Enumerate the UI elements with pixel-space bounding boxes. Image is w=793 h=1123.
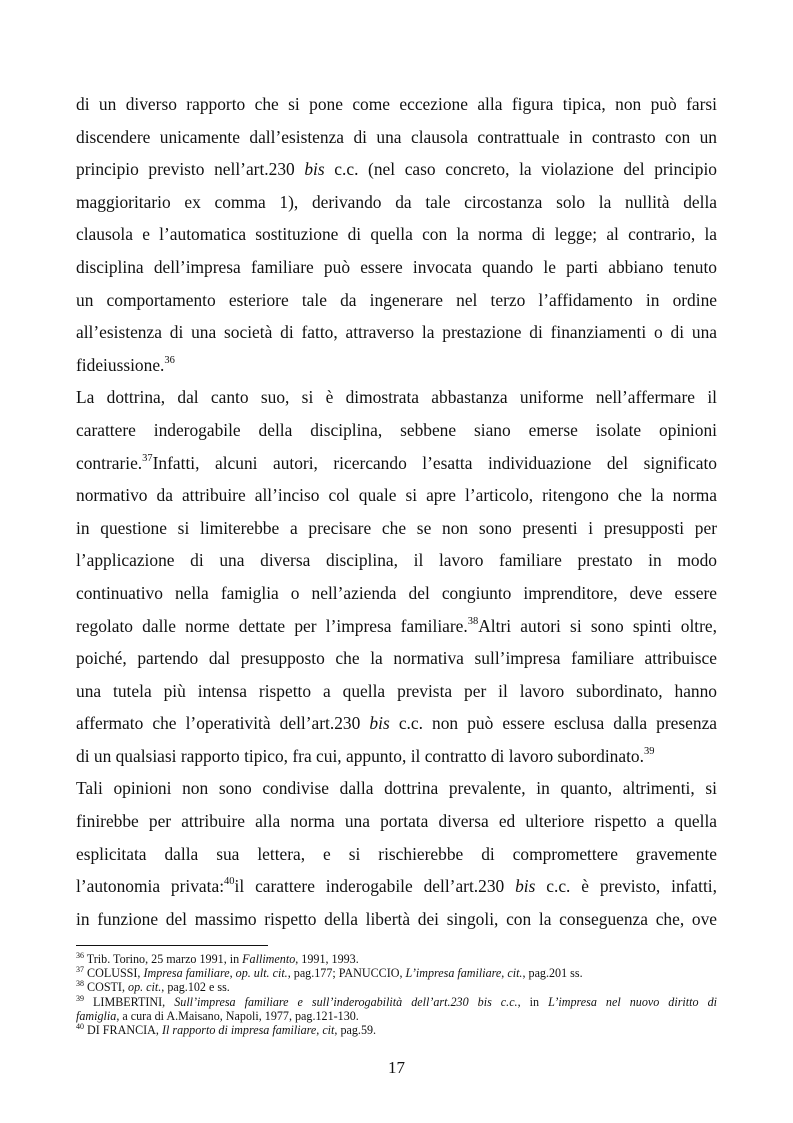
text-line: La dottrina, dal canto suo, si è dimostrata abbastanza uniforme nell’affermare il <box>76 387 717 408</box>
text-line: in questione si limiterebbe a precisare che se non sono presenti i presupposti per <box>76 517 717 538</box>
text-line: discendere unicamente dall’esistenza di una clausola contrattuale in contrasto con un <box>76 126 717 147</box>
text-line: esplicitata dalla sua lettera, e si rischierebbe di compromettere gravemente <box>76 843 717 864</box>
text-line: una tutela più intensa rispetto a quella prevista per il lavoro subordinato, hanno <box>76 680 717 701</box>
text-line: l’autonomia privata:$^{40}$il carattere inderogabile dell’art.230 bis c.c. è previsto, infatti, <box>76 876 717 897</box>
text-line: all’esistenza di una società di fatto, attraverso la prestazione di finanziamenti o di una <box>76 322 717 343</box>
footnote-39: $^{39}$ LIMBERTINI, Sull’impresa familiare e sull’inderogabilità dell’art.230 bis c.c., in L’impresa nel nuovo diritto di <box>76 993 717 1009</box>
text-line: regolato dalle norme dettate per l’impresa familiare.$^{38}$Altri autori si sono spinti oltre, <box>76 615 717 636</box>
page-number: 17 <box>388 1058 405 1077</box>
text-line: di un diverso rapporto che si pone come eccezione alla figura tipica, non può farsi <box>76 94 717 114</box>
footnote-ref: 38 <box>467 615 479 627</box>
footnote-40: $^{40}$ DI FRANCIA, Il rapporto di impresa familiare, cit, pag.59. <box>76 1021 377 1038</box>
text-line: contrarie.$^{37}$Infatti, alcuni autori, ricercando l’esatta individuazione del significato <box>76 452 717 473</box>
text-line: finirebbe per attribuire alla norma una portata diversa ed ulteriore rispetto a quella <box>76 811 717 832</box>
text-line: maggioritario ex comma 1), derivando da tale circostanza solo la nullità della <box>76 191 717 212</box>
text-line: fideiussione.$^{36}$ <box>76 354 175 375</box>
footnote-37: $^{37}$ COLUSSI, Impresa familiare, op. ult. cit., pag.177; PANUCCIO, L’impresa familiare, cit., pag.201 ss. <box>76 965 583 981</box>
text-line: clausola e l’automatica sostituzione di quella con la norma di legge; al contrario, la <box>76 224 717 245</box>
footnote-39-cont: famiglia, a cura di A.Maisano, Napoli, 1977, pag.121-130. <box>76 1008 359 1023</box>
text-line: disciplina dell’impresa familiare può essere invocata quando le parti abbiano tenuto <box>76 256 717 277</box>
text-line: principio previsto nell’art.230 bis c.c. (nel caso concreto, la violazione del principio <box>76 159 717 180</box>
footnote-separator <box>76 945 268 946</box>
footnote-38: $^{38}$ COSTI, op. cit., pag.102 e ss. <box>76 979 230 995</box>
text-line: carattere inderogabile della disciplina, sebbene siano emerse isolate opinioni <box>76 419 717 440</box>
text-line: affermato che l’operatività dell’art.230 bis c.c. non può essere esclusa dalla presenza <box>76 713 718 734</box>
text-line: l’applicazione di una diversa disciplina, il lavoro familiare prestato in modo <box>76 550 717 571</box>
text-line: normativo da attribuire all’inciso col quale si apre l’articolo, ritengono che la norma <box>76 485 717 506</box>
text-line: Tali opinioni non sono condivise dalla dottrina prevalente, in quanto, altrimenti, si <box>76 778 717 799</box>
footnote-ref: 40 <box>224 876 235 888</box>
text-line: continuativo nella famiglia o nell’azienda del congiunto imprenditore, deve essere <box>76 582 717 603</box>
body-text <box>76 88 717 935</box>
text-line: un comportamento esteriore tale da ingenerare nel terzo l’affidamento in ordine <box>76 289 717 310</box>
text-line: in funzione del massimo rispetto della libertà dei singoli, con la conseguenza che, ove <box>76 908 717 929</box>
text-line: di un qualsiasi rapporto tipico, fra cui, appunto, il contratto di lavoro subordinato.$^{39}$ <box>76 745 655 766</box>
footnote-ref: 37 <box>142 452 153 464</box>
footnotes <box>76 952 717 1037</box>
footnote-ref: 36 <box>164 354 175 366</box>
text-line: poiché, partendo dal presupposto che la normativa sull’impresa familiare attribuisce <box>76 648 717 669</box>
footnote-36: $^{36}$ Trib. Torino, 25 marzo 1991, in Fallimento, 1991, 1993. <box>76 950 359 966</box>
footnote-ref: 39 <box>643 746 655 758</box>
